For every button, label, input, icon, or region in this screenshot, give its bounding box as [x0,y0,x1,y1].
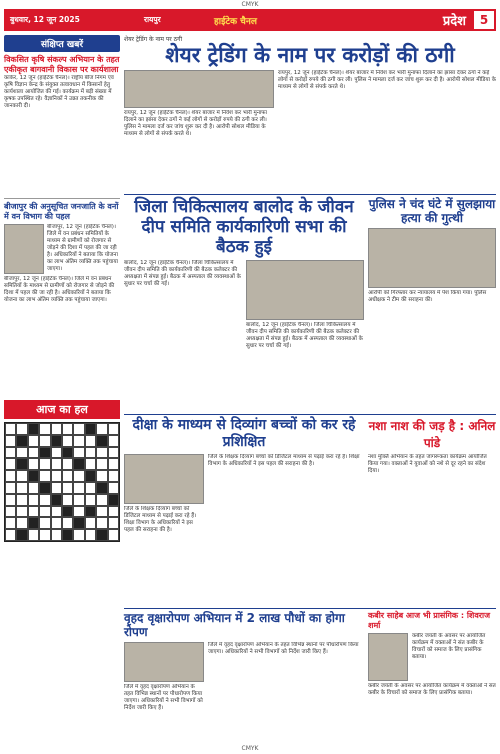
crossword-cell [108,517,119,529]
crossword-cell [62,458,73,470]
crossword-cell [85,458,96,470]
crossword-cell [85,482,96,494]
crossword-cell [28,435,39,447]
crossword-cell [96,494,107,506]
crossword-cell [39,423,50,435]
divider [4,198,120,199]
diksha-photo [124,454,204,504]
crossword-cell [96,423,107,435]
crossword-cell [96,470,107,482]
nasha-headline: नशा नाश की जड़ है : अनिल पांडे [368,419,496,450]
crossword-cell [96,517,107,529]
crossword-cell [73,482,84,494]
crossword-cell [5,447,16,459]
crossword-cell [73,470,84,482]
crossword-cell [16,435,27,447]
crossword-cell [28,458,39,470]
crossword-cell [39,447,50,459]
crossword-cell [73,517,84,529]
crossword-cell [62,494,73,506]
crossword-cell [108,494,119,506]
crossword-cell [39,482,50,494]
crossword-cell [51,529,62,541]
crossword-cell [85,447,96,459]
divider [124,194,496,195]
crossword-grid [4,422,120,542]
crossword-cell [51,435,62,447]
crossword-cell [39,435,50,447]
crossword-cell [16,529,27,541]
crossword-cell [5,529,16,541]
lead-photo [124,70,274,108]
crossword-cell [28,447,39,459]
divider [124,414,496,415]
crossword-cell [85,529,96,541]
crossword-cell [62,435,73,447]
crossword-cell [51,482,62,494]
crossword-cell [62,529,73,541]
masthead [4,9,496,31]
divider [124,608,496,609]
crossword-cell [62,470,73,482]
diksha-story-body: जिले के शिक्षक दिव्यांग बच्चों को डिजिटल माध्यम से पढ़ाई करा रहे हैं। शिक्षा विभाग के अधिकारियों ने इस पहल की सराहना की है। [208,454,360,467]
crossword-cell [5,435,16,447]
crossword-cell [16,447,27,459]
crossword-cell [28,517,39,529]
plantation-story-body: जिले में वृहद वृक्षारोपण अभियान के तहत विभिन्न स्थानों पर पौधारोपण किया जाएगा। अधिकारियों ने सभी विभागों को निर्देश जारी किए हैं। [124,684,203,711]
crossword-cell [51,506,62,518]
issue-date: बुधवार, 12 जून 2025 [10,15,80,24]
plantation-photo [124,642,204,682]
hospital-story-body: बालोद, 12 जून (हाईटेक चैनल)। जिला चिकित्सालय में जीवन दीप समिति की कार्यकारिणी की बैठक कलेक्टर की अध्यक्षता में संपन्न हुई। बैठक में अस्पताल की व्यवस्थाओं के सुधार पर चर्चा की गई। [124,260,241,287]
kabir-story-body: कबीर जयंती के अवसर पर आयोजित कार्यक्रम में वक्ताओं ने संत कबीर के विचारों को समाज के लिए प्रासंगिक बताया। [368,683,496,696]
crossword-cell [28,506,39,518]
crossword-cell [73,458,84,470]
brief-body: बीजापुर, 12 जून (हाईटेक चैनल)। जिले में वन प्रबंधन समितियों के माध्यम से ग्रामीणों को रोजगार से जोड़ने की दिशा में पहल की जा रही है। अधिकारियों ने बताया कि योजना का लाभ अंतिम व्यक्ति तक पहुंचाया जाएगा। [4,276,115,303]
puzzle-header: आज का हल [4,400,120,419]
crossword-cell [73,529,84,541]
crossword-cell [96,506,107,518]
kabir-story-body: कबीर जयंती के अवसर पर आयोजित कार्यक्रम में वक्ताओं ने संत कबीर के विचारों को समाज के लिए प्रासंगिक बताया। [412,633,486,660]
crossword-cell [16,470,27,482]
crossword-cell [108,482,119,494]
diksha-story-body: जिले के शिक्षक दिव्यांग बच्चों को डिजिटल माध्यम से पढ़ाई करा रहे हैं। शिक्षा विभाग के अधिकारियों ने इस पहल की सराहना की है। [124,506,197,533]
crossword-cell [96,458,107,470]
crossword-cell [39,506,50,518]
crossword-cell [51,494,62,506]
crossword-cell [62,506,73,518]
crossword-cell [39,529,50,541]
lead-story-body: रायपुर, 12 जून (हाईटेक चैनल)। शेयर बाजार में निवेश कर भारी मुनाफा दिलाने का झांसा देकर ठगों ने कई लोगों से करोड़ों रुपये की ठगी कर ली। पुलिस ने मामला दर्ज कर जांच शुरू कर दी है। आरोपी सोशल मीडिया के माध्यम से लोगों से संपर्क करते थे। [124,110,267,137]
police-photo [368,228,496,288]
crossword-cell [85,470,96,482]
brief-body: कांकेर, 12 जून (हाईटेक चैनल)। राष्ट्रीय बीज निगम एवं कृषि विज्ञान केन्द्र के संयुक्त तत्वावधान में किसानों हेतु कार्यशाला आयोजित की गई। कार्यक्रम में बड़ी संख्या में कृषक उपस्थित रहे। वैज्ञानिकों ने उन्नत तकनीक की जानकारी दी। [4,75,114,109]
crossword-cell [51,423,62,435]
kabir-headline: कबीर साहेब आज भी प्रासंगिक : शिवराज शर्मा [368,611,491,630]
crossword-cell [5,458,16,470]
brief-body: बीजापुर, 12 जून (हाईटेक चैनल)। जिले में वन प्रबंधन समितियों के माध्यम से ग्रामीणों को रोजगार से जोड़ने की दिशा में पहल की जा रही है। अधिकारियों ने बताया कि योजना का लाभ अंतिम व्यक्ति तक पहुंचाया जाएगा। [47,224,118,272]
crossword-cell [108,470,119,482]
crossword-cell [28,470,39,482]
crossword-cell [108,529,119,541]
crossword-cell [108,423,119,435]
crossword-cell [96,447,107,459]
print-mark-top: CMYK [241,1,259,8]
lead-story-body: रायपुर, 12 जून (हाईटेक चैनल)। शेयर बाजार में निवेश कर भारी मुनाफा दिलाने का झांसा देकर ठगों ने कई लोगों से करोड़ों रुपये की ठगी कर ली। पुलिस ने मामला दर्ज कर जांच शुरू कर दी है। आरोपी सोशल मीडिया के माध्यम से लोगों से संपर्क करते थे। [278,70,496,90]
crossword-cell [5,470,16,482]
crossword-cell [39,494,50,506]
plantation-story-body: जिले में वृहद वृक्षारोपण अभियान के तहत विभिन्न स्थानों पर पौधारोपण किया जाएगा। अधिकारियों ने सभी विभागों को निर्देश जारी किए हैं। [208,642,359,655]
crossword-cell [108,447,119,459]
crossword-cell [51,458,62,470]
crossword-cell [28,423,39,435]
nasha-story-body: नशा मुक्ति अभियान के तहत जागरूकता कार्यक्रम आयोजित किया गया। वक्ताओं ने युवाओं को नशे से दूर रहने का संदेश दिया। [368,454,487,474]
briefs-header: संक्षिप्त खबरें [4,35,120,52]
brand-logo: हाईटेक चैनल [214,16,257,27]
crossword-cell [73,423,84,435]
crossword-cell [96,482,107,494]
crossword-cell [16,506,27,518]
police-story-body: आरोपी को गिरफ्तार कर न्यायालय में पेश किया गया। पुलिस अधीक्षक ने टीम की सराहना की। [368,290,487,303]
crossword-cell [16,517,27,529]
main-area [124,35,496,744]
plantation-headline: वृहद वृक्षारोपण अभियान में 2 लाख पौधों का होगा रोपण [124,611,345,639]
crossword-cell [5,423,16,435]
crossword-cell [108,458,119,470]
crossword-cell [5,517,16,529]
crossword-cell [51,517,62,529]
police-headline: पुलिस ने चंद घंटे में सुलझाया हत्या की गुत्थी [368,197,496,225]
briefs-column [4,35,120,740]
crossword-cell [28,482,39,494]
crossword-cell [96,435,107,447]
page-number: 5 [474,11,494,29]
crossword-cell [73,435,84,447]
hospital-story-body: बालोद, 12 जून (हाईटेक चैनल)। जिला चिकित्सालय में जीवन दीप समिति की कार्यकारिणी की बैठक कलेक्टर की अध्यक्षता में संपन्न हुई। बैठक में अस्पताल की व्यवस्थाओं के सुधार पर चर्चा की गई। [246,322,363,349]
crossword-cell [39,470,50,482]
crossword-cell [5,494,16,506]
crossword-cell [85,517,96,529]
brief-title: बीजापुर की अनुसूचित जनजाति के वनों में वन विभाग की पहल [4,202,119,221]
crossword-cell [85,506,96,518]
crossword-cell [28,529,39,541]
crossword-cell [16,423,27,435]
crossword-cell [85,494,96,506]
section-title: प्रदेश [442,14,466,29]
crossword-cell [5,482,16,494]
crossword-cell [16,494,27,506]
diksha-headline: दीक्षा के माध्यम से दिव्यांग बच्चों को कर रहे प्रशिक्षित [132,417,356,450]
crossword-cell [85,435,96,447]
edition-city: रायपुर [144,15,161,24]
brief-photo [4,224,44,274]
brief-title: विकसित कृषि संकल्प अभियान के तहत एकीकृत बागवानी विकास पर कार्यशाला [4,55,120,74]
crossword-cell [51,447,62,459]
hospital-photo [246,260,364,320]
crossword-cell [39,517,50,529]
crossword-cell [108,506,119,518]
lead-headline: शेयर ट्रेडिंग के नाम पर करोड़ों की ठगी [165,43,455,67]
print-mark-bottom: CMYK [241,745,259,752]
crossword-cell [73,506,84,518]
crossword-cell [96,529,107,541]
crossword-cell [62,447,73,459]
crossword-cell [51,470,62,482]
hospital-headline: जिला चिकित्सालय बालोद के जीवन दीप समिति कार्यकारिणी सभा की बैठक हुई [134,197,354,257]
crossword-cell [108,435,119,447]
crossword-cell [73,494,84,506]
crossword-cell [16,458,27,470]
crossword-cell [28,494,39,506]
story-kicker: शेयर ट्रेडिंग के नाम पर ठगी [124,36,183,43]
crossword-cell [5,506,16,518]
kabir-photo [368,633,408,681]
crossword-cell [39,458,50,470]
crossword-cell [16,482,27,494]
crossword-cell [85,423,96,435]
crossword-cell [62,423,73,435]
crossword-cell [62,482,73,494]
crossword-cell [62,517,73,529]
crossword-cell [73,447,84,459]
